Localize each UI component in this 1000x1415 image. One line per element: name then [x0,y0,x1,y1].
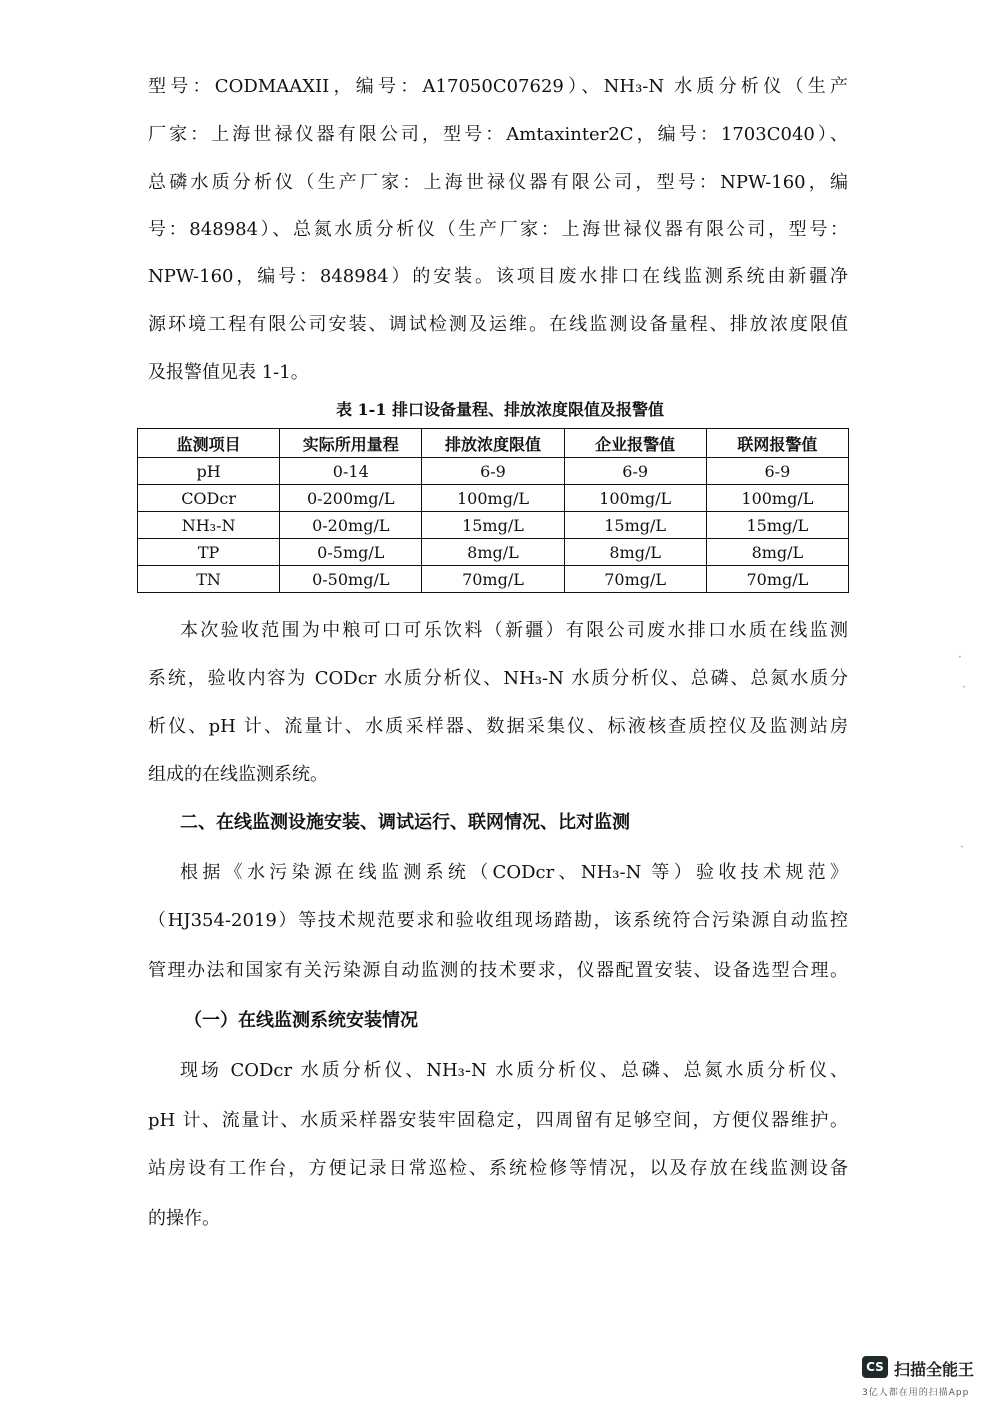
subsection1-line-4: 的操作。 [148,1208,220,1229]
scan-mark: · [958,650,962,664]
table-row [138,485,849,512]
table-cell: 15mg/L [422,512,564,539]
intro-line-7: 及报警值见表 1-1。 [148,362,309,383]
table-cell: 100mg/L [706,485,848,512]
camscanner-tagline: 3亿人都在用的扫描App [862,1388,970,1398]
camscanner-logo-icon: CS [862,1356,888,1378]
table-cell: 6-9 [422,458,564,485]
scan-mark: · [960,840,964,854]
table-cell: 6-9 [706,458,848,485]
table-cell: NH₃-N [138,512,280,539]
table-cell: pH [138,458,280,485]
limits-table [137,428,849,593]
header-item: 监测项目 [138,429,280,458]
table-cell: 70mg/L [422,566,564,593]
table-cell: 70mg/L [564,566,706,593]
subsection1-heading: （一）在线监测系统安装情况 [184,1010,418,1031]
table-cell: 0-20mg/L [280,512,422,539]
section2-heading: 二、在线监测设施安装、调试运行、联网情况、比对监测 [180,812,630,833]
table-cell: TN [138,566,280,593]
table-row [138,539,849,566]
scan-mark: · [962,680,966,694]
intro-line-6: 源环境工程有限公司安装、调试检测及运维。在线监测设备量程、排放浓度限值 [148,314,848,335]
table-cell: 70mg/L [706,566,848,593]
scope-line-4: 组成的在线监测系统。 [148,764,328,785]
table-cell: 100mg/L [422,485,564,512]
section2-line-2: （HJ354-2019）等技术规范要求和验收组现场踏勘，该系统符合污染源自动监控 [148,910,848,931]
section2-line-3: 管理办法和国家有关污染源自动监测的技术要求，仪器配置安装、设备选型合理。 [148,960,848,981]
header-network-alarm: 联网报警值 [706,429,848,458]
intro-line-4: 号：848984）、总氮水质分析仪（生产厂家：上海世禄仪器有限公司，型号： [148,219,848,240]
header-enterprise-alarm: 企业报警值 [564,429,706,458]
section2-line-1: 根据《水污染源在线监测系统（CODcr、NH₃-N 等）验收技术规范》 [180,862,848,883]
camscanner-brand: 扫描全能王 [894,1360,975,1379]
table-cell: 15mg/L [564,512,706,539]
intro-line-3: 总磷水质分析仪（生产厂家：上海世禄仪器有限公司，型号：NPW-160，编 [148,172,848,193]
table-cell: 8mg/L [564,539,706,566]
table-cell: 15mg/L [706,512,848,539]
table-cell: 8mg/L [706,539,848,566]
table-row [138,512,849,539]
table-cell: 0-14 [280,458,422,485]
table-cell: 100mg/L [564,485,706,512]
table-cell: TP [138,539,280,566]
table-row [138,566,849,593]
intro-line-5: NPW-160，编号：848984）的安装。该项目废水排口在线监测系统由新疆净 [148,266,848,287]
table-row [138,458,849,485]
table-cell: 0-5mg/L [280,539,422,566]
table-cell: 6-9 [564,458,706,485]
subsection1-line-3: 站房设有工作台，方便记录日常巡检、系统检修等情况，以及存放在线监测设备 [148,1158,848,1179]
scope-line-1: 本次验收范围为中粮可口可乐饮料（新疆）有限公司废水排口水质在线监测 [180,620,848,641]
table-cell: 0-200mg/L [280,485,422,512]
table-cell: CODcr [138,485,280,512]
header-range: 实际所用量程 [280,429,422,458]
intro-line-2: 厂家：上海世禄仪器有限公司，型号：Amtaxinter2C，编号：1703C040）、 [148,124,848,145]
intro-line-1: 型号：CODMAAXII，编号：A17050C07629）、NH₃-N 水质分析仪（生产 [148,76,848,97]
scope-line-3: 析仪、pH 计、流量计、水质采样器、数据采集仪、标液核查质控仪及监测站房 [148,716,848,737]
table-cell: 0-50mg/L [280,566,422,593]
subsection1-line-2: pH 计、流量计、水质采样器安装牢固稳定，四周留有足够空间，方便仪器维护。 [148,1110,848,1131]
subsection1-line-1: 现场 CODcr 水质分析仪、NH₃-N 水质分析仪、总磷、总氮水质分析仪、 [180,1060,848,1081]
table-header-row [138,429,849,458]
table-cell: 8mg/L [422,539,564,566]
table-caption: 表 1-1 排口设备量程、排放浓度限值及报警值 [335,400,665,419]
scope-line-2: 系统，验收内容为 CODcr 水质分析仪、NH₃-N 水质分析仪、总磷、总氮水质分 [148,668,848,689]
header-limit: 排放浓度限值 [422,429,564,458]
